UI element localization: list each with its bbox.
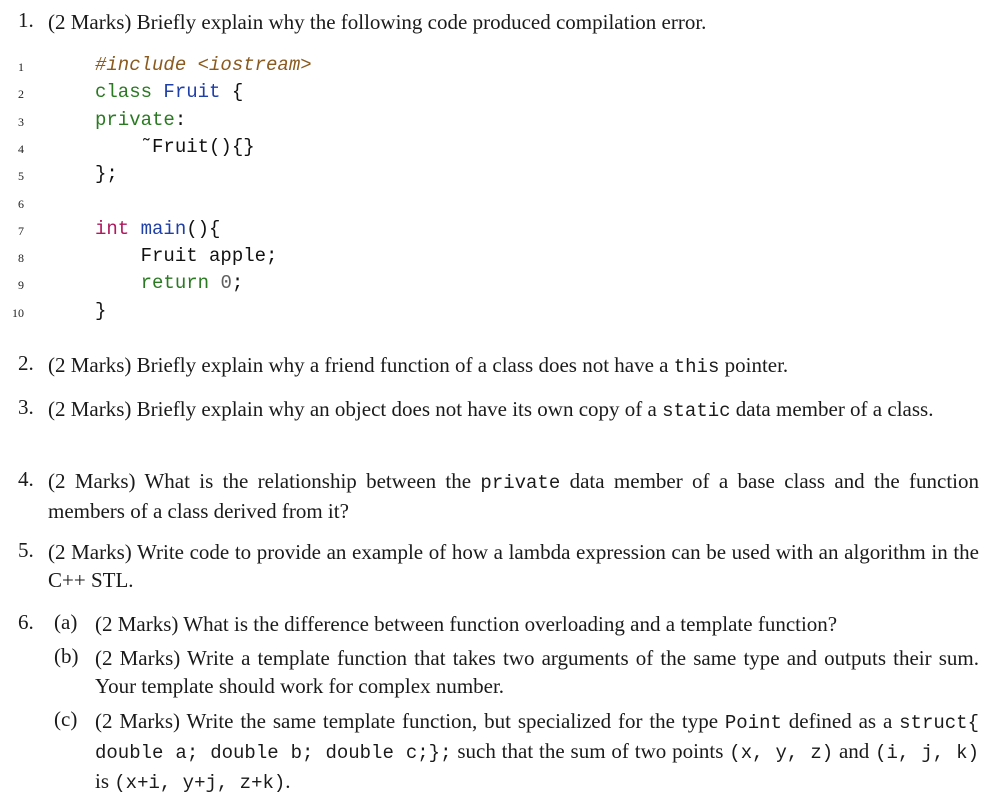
question-number: 6. <box>18 610 34 634</box>
inline-code: struct{ double a; double b; double c;}; <box>95 712 979 764</box>
question-body: data member of a base class and the function members of a class derived from it? <box>48 469 980 523</box>
code-token: 0 <box>220 272 232 295</box>
line-number: 1 <box>18 60 24 74</box>
question-body: Write a template function that takes two arguments of the same type and outputs their sum. Your template should work for complex number. <box>95 646 980 698</box>
question-text <box>95 610 979 638</box>
question-body: is <box>95 769 115 793</box>
question-body: such that the sum of two points <box>451 739 730 763</box>
inline-code: (x+i, y+j, z+k) <box>114 772 286 794</box>
question-body: Briefly explain why the following code produced compilation error. <box>136 10 707 34</box>
question-body: and <box>833 739 876 763</box>
question-number: 1. <box>18 8 34 32</box>
question-text <box>48 395 979 425</box>
line-number: 3 <box>18 114 24 129</box>
question-number: 5. <box>18 538 34 562</box>
question-body: What is the difference between function overloading and a template function? <box>183 612 838 636</box>
code-line <box>95 163 118 185</box>
line-number: 6 <box>18 196 24 211</box>
inline-code: static <box>662 400 731 422</box>
marks: (2 Marks) <box>48 540 132 564</box>
marks: (2 Marks) <box>48 397 132 421</box>
sub-question-label: (b) <box>54 644 79 668</box>
code-token <box>209 272 220 294</box>
code-line <box>95 109 186 131</box>
question-number: 3. <box>18 395 34 419</box>
code-token: Fruit <box>163 81 221 104</box>
line-number: 7 <box>18 223 24 238</box>
code-token: ; <box>231 272 244 295</box>
question-body: Write code to provide an example of how a lambda expression can be used with an algorithm in the C++ STL. <box>48 540 979 592</box>
code-token: class <box>95 81 153 104</box>
question-body: Briefly explain why an object does not have its own copy of a <box>136 397 663 421</box>
question-body: data member of a class. <box>730 397 934 421</box>
inline-code: Point <box>724 712 782 734</box>
line-number: 5 <box>18 169 24 184</box>
question-number: 4. <box>18 467 34 491</box>
code-token: { <box>220 81 244 104</box>
code-token: } <box>95 299 107 322</box>
question-body: . <box>285 769 291 793</box>
marks: (2 Marks) <box>95 709 181 733</box>
code-listing <box>0 54 999 330</box>
code-token: (){ <box>186 217 221 240</box>
code-token <box>129 218 140 240</box>
inline-code: (x, y, z) <box>729 742 834 764</box>
marks: (2 Marks) <box>48 353 132 377</box>
code-token: ˜Fruit(){} <box>95 135 255 158</box>
code-line <box>95 54 312 76</box>
question-text <box>95 644 979 700</box>
question-body: defined as a <box>781 709 900 733</box>
question-number: 2. <box>18 351 34 375</box>
question-body: pointer. <box>719 353 789 377</box>
sub-question-label: (a) <box>54 610 78 634</box>
question-text <box>95 707 979 797</box>
question-text <box>48 8 979 36</box>
code-line <box>95 136 255 158</box>
question-body: Briefly explain why a friend function of a class does not have a <box>136 353 674 377</box>
question-text <box>48 467 979 525</box>
code-token <box>95 272 141 294</box>
question-body: What is the relationship between the <box>144 469 481 493</box>
marks: (2 Marks) <box>95 612 179 636</box>
code-token: int <box>95 217 130 240</box>
sub-question-label: (c) <box>54 707 78 731</box>
code-token <box>152 81 163 103</box>
line-number: 9 <box>18 278 24 293</box>
code-line <box>95 245 277 267</box>
inline-code: this <box>673 356 720 378</box>
marks: (2 Marks) <box>95 646 181 670</box>
code-line <box>95 300 106 322</box>
line-number: 2 <box>18 87 24 102</box>
code-token: #include <iostream> <box>95 54 312 76</box>
code-token: : <box>174 108 187 131</box>
question-text <box>48 538 979 594</box>
code-token: return <box>140 272 210 295</box>
code-token: }; <box>95 163 118 186</box>
marks: (2 Marks) <box>48 469 136 493</box>
line-number: 10 <box>12 305 24 320</box>
question-text <box>48 351 979 381</box>
line-number: 8 <box>18 251 24 266</box>
inline-code: (i, j, k) <box>875 742 979 764</box>
code-line <box>95 81 243 103</box>
code-token: main <box>140 217 187 240</box>
inline-code: private <box>480 472 561 494</box>
marks: (2 Marks) <box>48 10 132 34</box>
code-token: Fruit apple; <box>95 245 278 268</box>
code-token: private <box>95 108 175 131</box>
code-line <box>95 272 243 294</box>
line-number: 4 <box>18 141 24 156</box>
question-body: Write the same template function, but specialized for the type <box>186 709 725 733</box>
code-line <box>95 218 220 240</box>
